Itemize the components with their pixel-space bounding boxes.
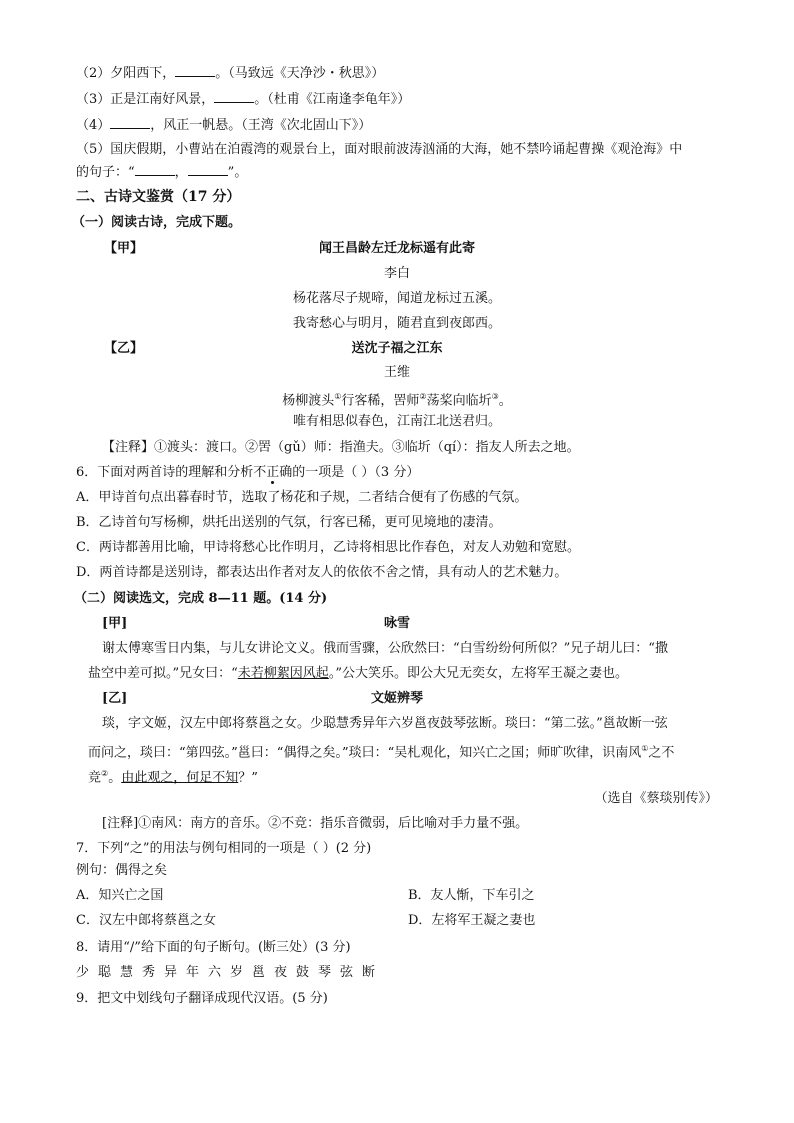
underlined-sentence-1: 未若柳絮因风起 bbox=[237, 666, 329, 681]
q6-option-c[interactable]: C．两诗都善用比喻，甲诗将愁心比作明月，乙诗将相思比作春色，对友人劝勉和宽慰。 bbox=[76, 540, 580, 555]
q4-line bbox=[76, 116, 371, 135]
poem-notes: 【注释】①渡头：渡口。②罟（gǔ）师：指渔夫。③临圻（qí）：指友人所去之地。 bbox=[102, 440, 580, 455]
q2-text-b: 。（马致远《天净沙・秋思》） bbox=[215, 66, 385, 81]
poem-yi-line-2: 唯有相思似春色，江南江北送君归。 bbox=[292, 414, 501, 429]
prose-jia-text-b: 。”公大笑乐。即公大兄无奕女，左将军王凝之妻也。 bbox=[328, 666, 628, 681]
q8-sentence: 少聪慧秀异年六岁邕夜鼓琴弦断 bbox=[76, 965, 385, 980]
q3-blank[interactable] bbox=[214, 90, 254, 103]
q7-option-b[interactable]: B．友人惭，下车引之 bbox=[408, 888, 535, 903]
poem-yi-text-b: 行客稀，罟师 bbox=[341, 393, 420, 409]
prose-jia-para-2 bbox=[88, 665, 628, 683]
q7-option-a[interactable]: A．知兴亡之国 bbox=[76, 888, 164, 903]
prose-yi-text-c: 竞 bbox=[88, 770, 102, 786]
q5-text-c: ”。 bbox=[227, 165, 248, 180]
q9-stem: 9．把文中划线句子翻译成现代汉语。(5 分) bbox=[76, 991, 328, 1006]
q5-text-b: ， bbox=[174, 165, 188, 180]
poem-yi-text-d: 。 bbox=[498, 393, 512, 409]
q2-blank[interactable] bbox=[175, 64, 215, 77]
prose-yi-para-3 bbox=[88, 765, 258, 787]
prose-yi-para-2 bbox=[88, 740, 674, 762]
q6-option-b[interactable]: B．乙诗首句写杨柳，烘托出送别的气氛，行客已稀，更可见境地的凄清。 bbox=[76, 515, 502, 530]
prose-yi-text-a: 而问之，琰曰：“第四弦。”邕曰：“偶得之矣。”琰曰：“吴札观化，知兴亡之国；师旷吹律，识南风 bbox=[88, 745, 642, 761]
q5-text-a: 的句子：“ bbox=[76, 165, 135, 180]
prose-jia-para-1: 谢太傅寒雪日内集，与儿女讲论文义。俄而雪骤，公欣然曰：“白雪纷纷何所似？”兄子胡儿曰：“撒 bbox=[102, 641, 668, 656]
q5-blank-2[interactable] bbox=[188, 163, 228, 176]
q6-stem-a: 6．下面对两首诗的理解和分析 bbox=[76, 465, 254, 480]
poem-yi-text-a: 杨柳渡头 bbox=[282, 393, 335, 409]
poem-jia-line-1: 杨花落尽子规啼，闻道龙标过五溪。 bbox=[292, 291, 501, 306]
q7-option-c[interactable]: C．汉左中郎将蔡邕之女 bbox=[76, 913, 216, 928]
q7-option-d[interactable]: D．左将军王凝之妻也 bbox=[408, 913, 536, 928]
q4-text-b: ，风正一帆悬。（王湾《次北固山下》） bbox=[150, 118, 372, 133]
q6-stem-b: 的一项是（ ）（3 分） bbox=[292, 465, 420, 480]
q4-text-a: （4） bbox=[76, 118, 111, 133]
poem-yi-line-1 bbox=[0, 388, 794, 410]
poem-jia-author: 李白 bbox=[383, 266, 410, 281]
poem-yi-title: 送沈子福之江东 bbox=[351, 341, 443, 356]
poem-yi-tag: 【乙】 bbox=[104, 341, 144, 356]
q5-line1: （5）国庆假期，小曹站在泊霞湾的观景台上，面对眼前波涛汹涌的大海，她不禁吟诵起曹操《观沧海》中 bbox=[76, 142, 683, 157]
prose-yi-text-b: 之不 bbox=[648, 745, 675, 761]
prose-jia-text-a: 盐空中差可拟。”兄女曰：“ bbox=[88, 666, 238, 681]
footnote-marker-3: ③ bbox=[491, 392, 499, 401]
underlined-sentence-2: 由此观之，何足不知 bbox=[121, 770, 239, 786]
q6-option-a[interactable]: A．甲诗首句点出暮春时节，选取了杨花和子规，二者结合便有了伤感的气氛。 bbox=[76, 490, 528, 505]
q3-text-a: （3）正是江南好风景， bbox=[76, 92, 215, 107]
prose-yi-title: 文姬辨琴 bbox=[370, 691, 423, 706]
prose-source: （选自《蔡琰别传》） bbox=[594, 791, 718, 806]
poem-jia-title: 闻王昌龄左迁龙标遥有此寄 bbox=[318, 241, 475, 256]
poem-yi-text-c: 荡桨向临圻 bbox=[426, 393, 492, 409]
q2-text-a: （2）夕阳西下， bbox=[76, 66, 176, 81]
q5-blank-1[interactable] bbox=[135, 163, 175, 176]
poem-jia-tag: 【甲】 bbox=[104, 241, 144, 256]
prose-notes: [注释]①南风：南方的音乐。②不竞：指乐音微弱，后比喻对手力量不强。 bbox=[102, 816, 529, 831]
q3-text-b: 。（杜甫《江南逢李龟年》） bbox=[254, 92, 411, 107]
q3-line bbox=[76, 90, 410, 109]
poem-jia-line-2: 我寄愁心与明月，随君直到夜郎西。 bbox=[292, 316, 501, 331]
prose-yi-text-e: ？” bbox=[238, 770, 258, 786]
q7-stem: 7．下列“之”的用法与例句相同的一项是（ ）(2 分) bbox=[76, 841, 372, 856]
q4-blank[interactable] bbox=[110, 116, 150, 129]
prose-jia-title: 咏雪 bbox=[383, 616, 410, 631]
poem-yi-author: 王维 bbox=[383, 365, 410, 380]
q2-line bbox=[76, 64, 384, 83]
prose-jia-tag: [甲] bbox=[102, 616, 128, 631]
section2-heading: 二、古诗文鉴赏（17 分） bbox=[76, 189, 241, 205]
q8-stem: 8．请用“/”给下面的句子断句。(断三处）(3 分) bbox=[76, 940, 351, 955]
q6-stem-emphasis: 不正确 bbox=[253, 465, 293, 480]
section2-part1-heading: （一）阅读古诗，完成下题。 bbox=[72, 215, 242, 230]
footnote-marker-bujing: ② bbox=[101, 769, 109, 778]
prose-yi-text-d: 。 bbox=[108, 770, 122, 786]
footnote-marker-south-wind: ① bbox=[641, 744, 649, 753]
part2-heading: （二）阅读选文，完成 8—11 题。(14 分) bbox=[74, 591, 328, 606]
q6-stem bbox=[76, 464, 419, 482]
footnote-marker-1: ① bbox=[334, 392, 342, 401]
q7-example: 例句：偶得之矣 bbox=[76, 863, 168, 878]
prose-yi-tag: [乙] bbox=[102, 691, 128, 706]
q6-option-d[interactable]: D．两首诗都是送别诗，都表达出作者对友人的依依不舍之情，具有动人的艺术魅力。 bbox=[76, 565, 568, 580]
q5-line2 bbox=[76, 163, 247, 182]
prose-yi-para-1: 琰，字文姬，汉左中郎将蔡邕之女。少聪慧秀异年六岁邕夜鼓琴弦断。琰曰：“第二弦。”邕故断一弦 bbox=[102, 716, 668, 731]
footnote-marker-2: ② bbox=[419, 392, 427, 401]
